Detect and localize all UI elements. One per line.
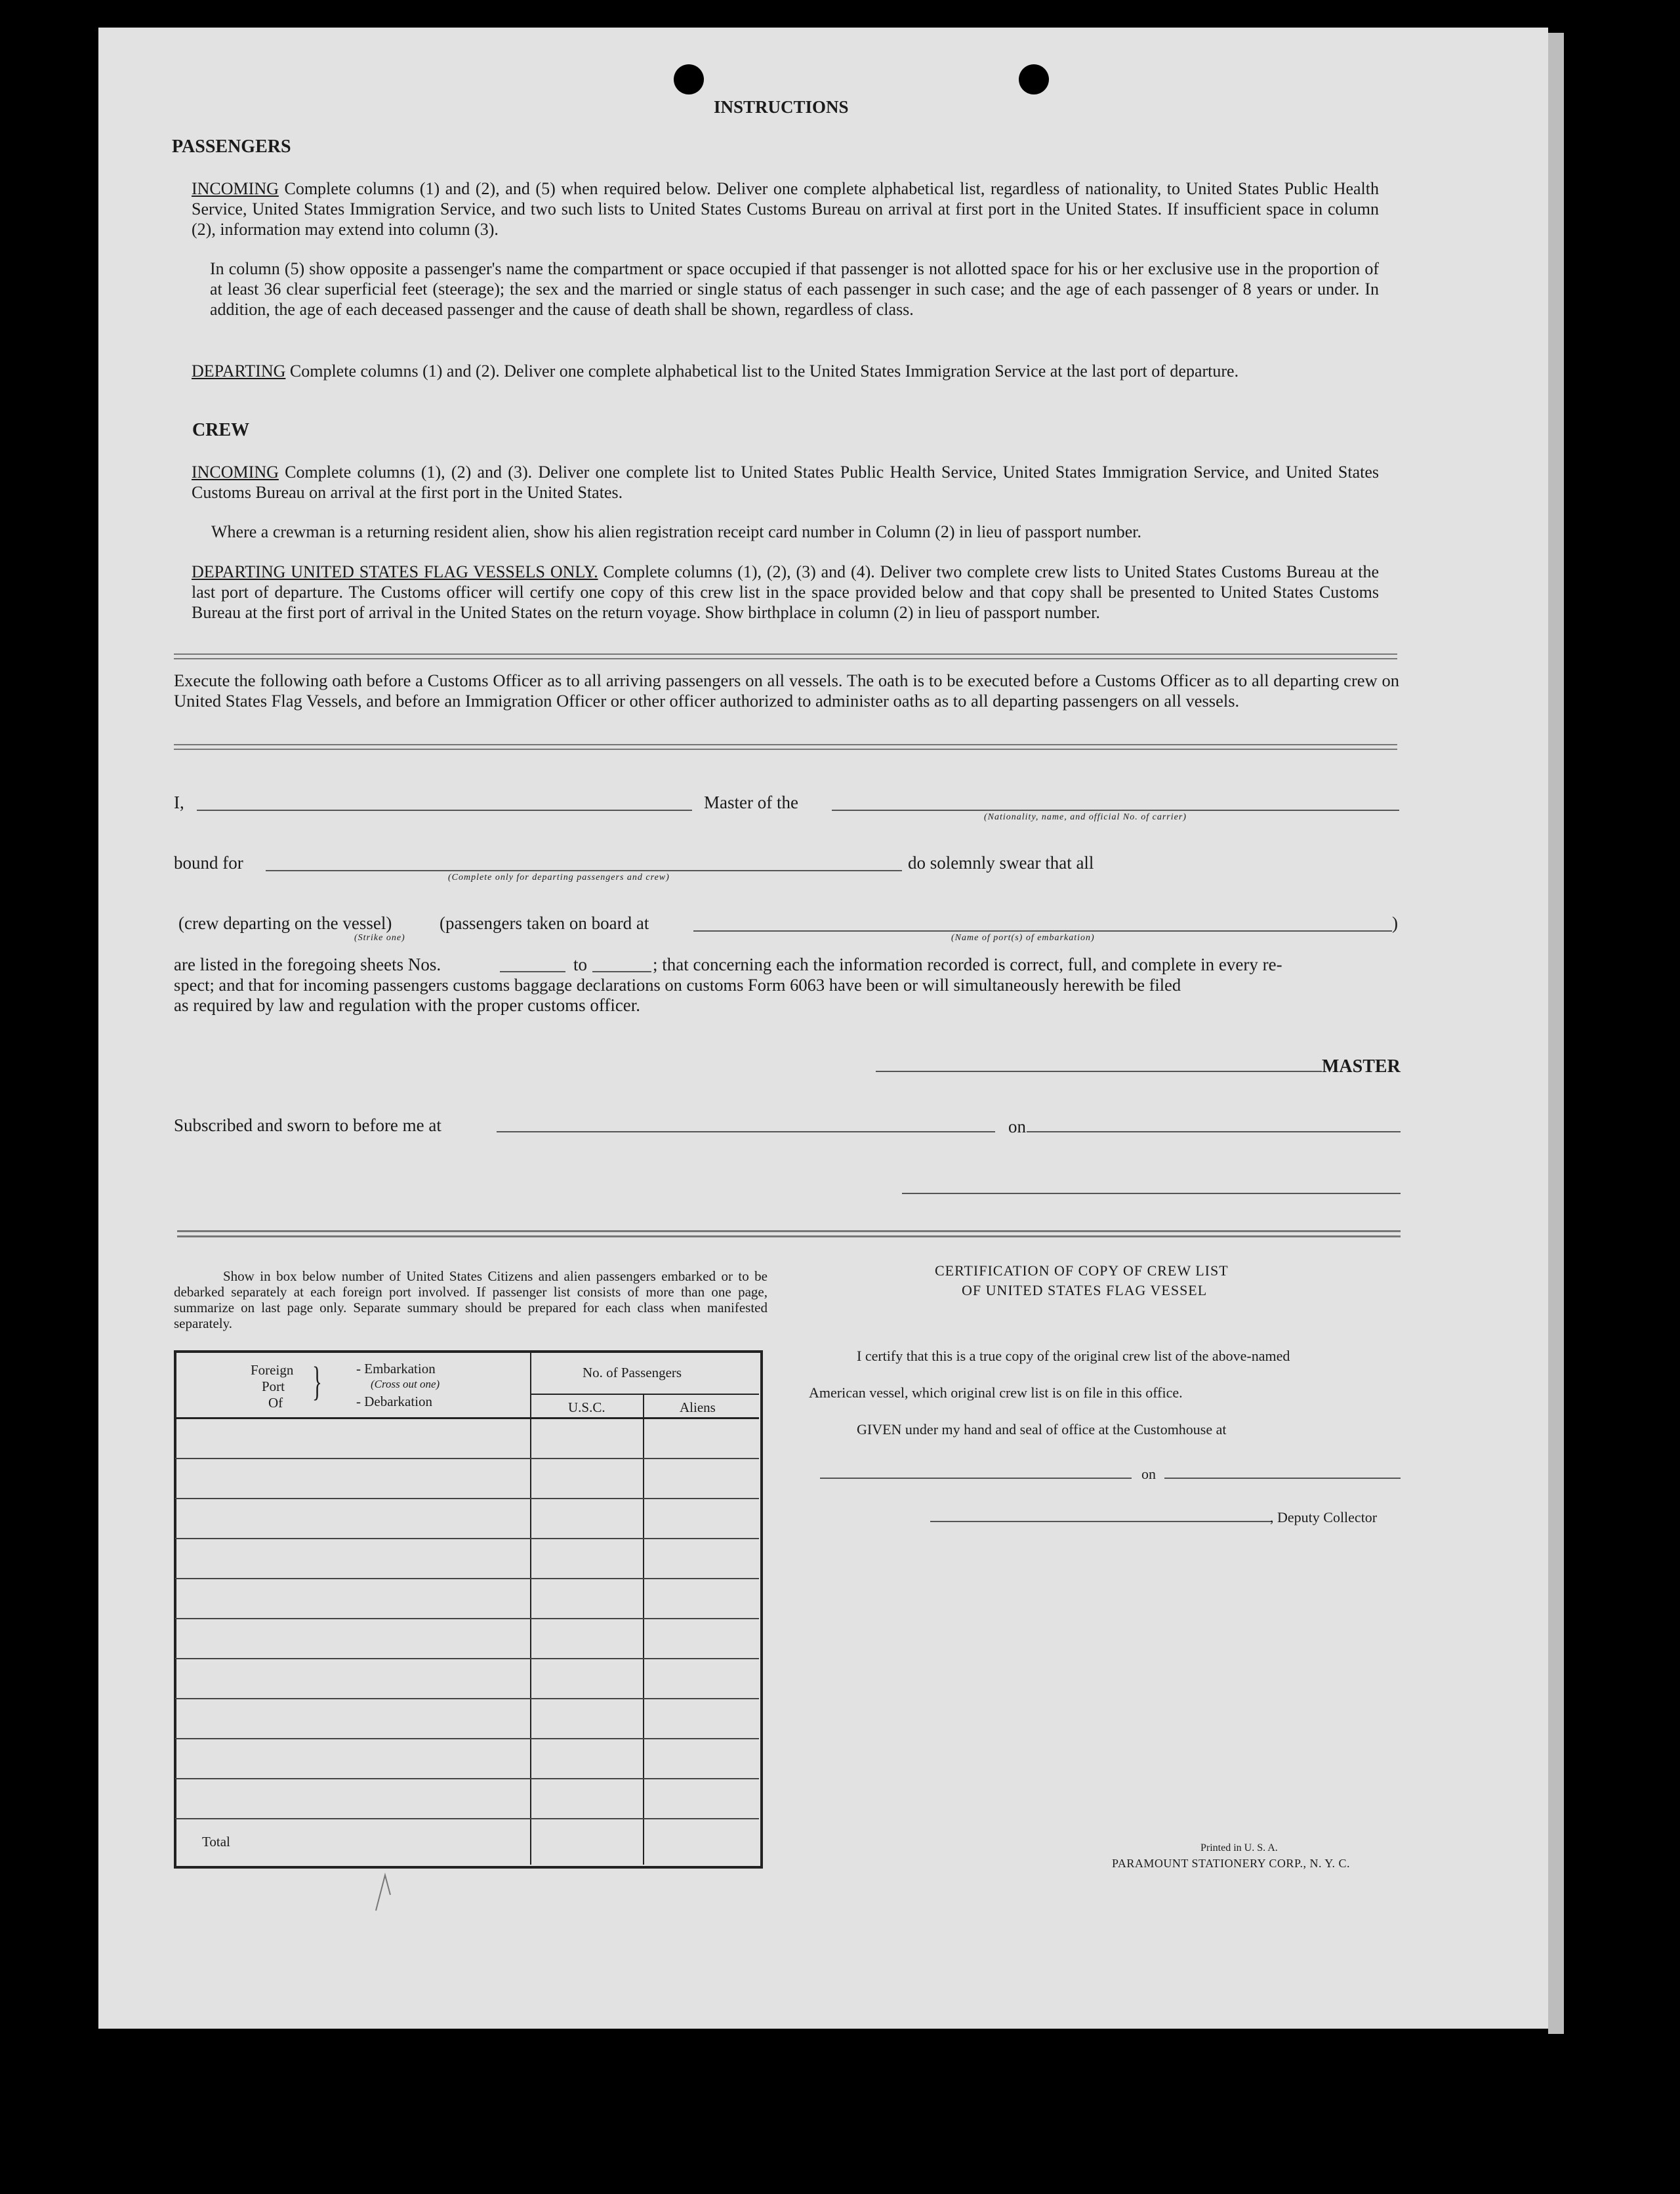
subscribed-label: Subscribed and sworn to before me at xyxy=(174,1115,441,1135)
sworn-on-label: on xyxy=(1008,1117,1026,1136)
aliens-header: Aliens xyxy=(680,1399,716,1415)
crew-incoming-paragraph xyxy=(192,462,1379,503)
crew-departing-label: DEPARTING UNITED STATES FLAG VESSELS ONLY. xyxy=(192,562,598,581)
customhouse-line[interactable] xyxy=(820,1478,1132,1479)
nationality-note: (Nationality, name, and official No. of carrier) xyxy=(984,812,1187,822)
table-row xyxy=(175,1458,759,1459)
punch-hole-right xyxy=(1019,64,1049,94)
oath-i-label: I, xyxy=(174,793,184,812)
carrier-line[interactable] xyxy=(832,810,1399,811)
table-row xyxy=(175,1818,759,1819)
master-label: MASTER xyxy=(1322,1056,1401,1077)
listed-text-b: ; that concerning each the information recorded is correct, full, and complete in every re- xyxy=(653,955,1282,974)
sworn-date-line[interactable] xyxy=(1027,1131,1401,1132)
certify-line-3: GIVEN under my hand and seal of office at the Customhouse at xyxy=(857,1421,1227,1438)
certify-line-2: American vessel, which original crew list is on file in this office. xyxy=(809,1384,1183,1401)
passengers-incoming-label: INCOMING xyxy=(192,179,279,198)
passengers-departing-paragraph xyxy=(192,361,1379,381)
table-row xyxy=(175,1658,759,1659)
passengers-column5-text: In column (5) show opposite a passenger's name the compartment or space occupied if that passenger is not allotted space for his or her exclusive use in the proportion of at least 36 clear superficial feet (steerage); the sex and the married or single status of each passenger in such case; and the age of each passenger of 8 years or under. In addition, the age of each deceased passenger and the cause of death shall be shown, regardless of class. xyxy=(210,259,1379,319)
deputy-signature-line[interactable] xyxy=(930,1521,1273,1522)
table-row xyxy=(175,1538,759,1539)
certify-date-line[interactable] xyxy=(1164,1478,1401,1479)
printer-name: PARAMOUNT STATIONERY CORP., N. Y. C. xyxy=(1112,1857,1350,1870)
master-name-line[interactable] xyxy=(197,810,692,811)
summary-instructions: Show in box below number of United States Citizens and alien passengers embarked or to be debarked separately at each foreign port involved. If passenger list consists of more than one page, summarize on last page only. Separate summary should be prepared for each class when manifested separately. xyxy=(174,1268,768,1331)
foreign-label-2: Port xyxy=(262,1378,285,1394)
col-divider-port xyxy=(530,1352,531,1865)
col-divider-usc xyxy=(643,1394,644,1865)
table-row xyxy=(175,1578,759,1579)
ports-note: (Name of port(s) of embarkation) xyxy=(951,933,1095,943)
cross-out-note: (Cross out one) xyxy=(371,1378,440,1390)
listed-text-c: spect; and that for incoming passengers customs baggage declarations on customs Form 6063 have been or will simultaneously herewith be filed xyxy=(174,975,1181,995)
page-edge-shadow xyxy=(1548,33,1564,2034)
sheet-to-line[interactable] xyxy=(592,971,651,972)
pen-mark-icon xyxy=(371,1869,403,1915)
bound-for-line[interactable] xyxy=(266,870,902,871)
debarkation-label[interactable]: - Debarkation xyxy=(356,1394,433,1409)
certify-line-1: I certify that this is a true copy of the original crew list of the above-named xyxy=(857,1348,1290,1364)
table-row xyxy=(175,1698,759,1699)
divider-double-2 xyxy=(174,744,1397,750)
crew-departing-option: (crew departing on the vessel) xyxy=(178,913,392,933)
table-row xyxy=(175,1778,759,1779)
no-passengers-header: No. of Passengers xyxy=(583,1365,682,1380)
crew-incoming-text: Complete columns (1), (2) and (3). Deliver one complete list to United States Public Health Service, United States Immigration Service, and United States Customs Bureau on arrival at the first port in the United States. xyxy=(192,463,1380,502)
total-label: Total xyxy=(202,1834,230,1850)
bound-for-label: bound for xyxy=(174,853,243,873)
foreign-label-3: Of xyxy=(268,1395,283,1411)
officer-signature-line[interactable] xyxy=(902,1193,1401,1194)
header-bottom-line xyxy=(175,1417,759,1419)
embarkation-label[interactable]: - Embarkation xyxy=(356,1361,436,1376)
punch-hole-left xyxy=(674,64,704,94)
deputy-collector-label: , Deputy Collector xyxy=(1270,1509,1378,1525)
solemnly-swear-label: do solemnly swear that all xyxy=(908,853,1094,873)
complete-only-note: (Complete only for departing passengers and crew) xyxy=(448,873,670,882)
foreign-label-1: Foreign xyxy=(251,1362,294,1378)
passenger-summary-table xyxy=(174,1350,763,1869)
table-row xyxy=(175,1498,759,1499)
listed-text-a: are listed in the foregoing sheets Nos. xyxy=(174,955,441,974)
passengers-title: PASSENGERS xyxy=(172,136,291,157)
strike-one-note: (Strike one) xyxy=(354,933,405,943)
listed-to: to xyxy=(573,955,588,974)
crew-resident-text: Where a crewman is a returning resident alien, show his alien registration receipt card number in Column (2) in lieu of passport number. xyxy=(211,522,1142,541)
crew-departing-paragraph xyxy=(192,562,1379,623)
certification-title-2: OF UNITED STATES FLAG VESSEL xyxy=(962,1282,1208,1298)
oath-intro: Execute the following oath before a Customs Officer as to all arriving passengers on all vessels. The oath is to be executed before a Customs Officer as to all departing crew on United States Flag Vessels, and before an Immigration Officer or other officer authorized to administer oaths as to all departing passengers on all vessels. xyxy=(174,671,1399,711)
passengers-incoming-paragraph xyxy=(192,178,1379,239)
passengers-incoming-text: Complete columns (1) and (2), and (5) when required below. Deliver one complete alphabetical list, regardless of nationality, to United States Public Health Service, United States Immigration Service, and two such lists to United States Customs Bureau on arrival at first port in the United States. If insufficient space in column (2), information may extend into column (3). xyxy=(192,179,1379,239)
sworn-place-line[interactable] xyxy=(497,1131,995,1132)
printed-in-usa: Printed in U. S. A. xyxy=(1200,1842,1278,1853)
subheader-line xyxy=(530,1394,759,1395)
close-paren: ) xyxy=(1392,913,1398,933)
crew-incoming-label: INCOMING xyxy=(192,463,279,482)
instructions-heading: INSTRUCTIONS xyxy=(714,97,849,117)
usc-header: U.S.C. xyxy=(568,1399,605,1415)
passengers-departing-label: DEPARTING xyxy=(192,362,286,381)
crew-title: CREW xyxy=(192,420,250,440)
table-row xyxy=(175,1618,759,1619)
certify-on-label: on xyxy=(1141,1466,1156,1482)
certification-title-1: CERTIFICATION OF COPY OF CREW LIST xyxy=(935,1262,1229,1279)
passengers-departing-text: Complete columns (1) and (2). Deliver one complete alphabetical list to the United States Immigration Service at the last port of departure. xyxy=(289,362,1239,381)
embarkation-ports-line[interactable] xyxy=(693,930,1392,932)
crew-departing-text: Complete columns (1), (2), (3) and (4). Deliver two complete crew lists to United States Customs Bureau at the last port of departure. The Customs officer will certify one copy of this crew list in the space provided below and that copy shall be presented to United States Customs Bureau at the first port of arrival in the United States on the return voyage. Show birthplace in column (2) in lieu of passport number. xyxy=(192,562,1380,622)
table-row xyxy=(175,1738,759,1739)
master-of-label: Master of the xyxy=(704,793,798,812)
divider-double-3 xyxy=(177,1230,1401,1237)
passengers-taken-option: (passengers taken on board at xyxy=(440,913,649,933)
sheet-from-line[interactable] xyxy=(500,971,565,972)
brace-icon: } xyxy=(312,1359,322,1404)
divider-double-1 xyxy=(174,653,1397,659)
listed-text-d: as required by law and regulation with the proper customs officer. xyxy=(174,995,641,1015)
master-signature-line[interactable] xyxy=(876,1071,1322,1072)
